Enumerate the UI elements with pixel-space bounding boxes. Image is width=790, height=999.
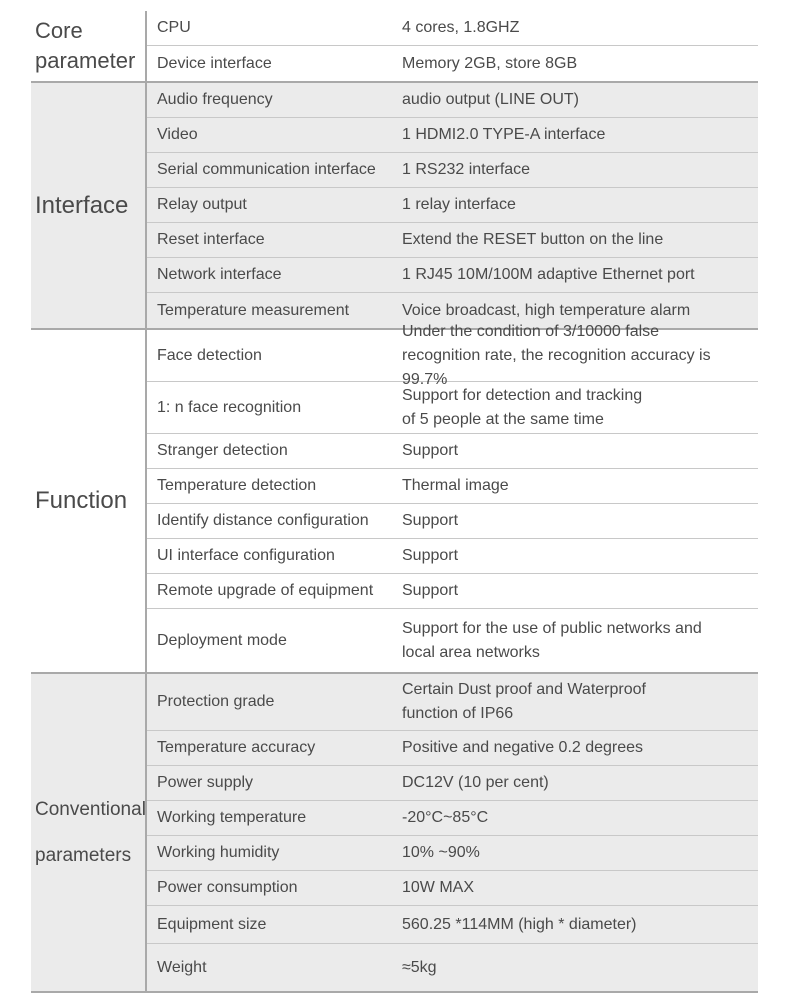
table-row	[147, 46, 758, 81]
row-key: Relay output	[157, 196, 247, 213]
row-value: 1 RJ45 10M/100M adaptive Ethernet port	[402, 266, 695, 283]
row-value: 4 cores, 1.8GHZ	[402, 19, 520, 36]
row-key: Working humidity	[157, 844, 280, 861]
group-core-parameter	[31, 11, 758, 83]
row-value: ≈5kg	[402, 958, 437, 976]
row-key: Identify distance configuration	[157, 512, 369, 529]
row-value: Memory 2GB, store 8GB	[402, 54, 578, 72]
rows	[147, 674, 758, 991]
category-line: parameters	[35, 844, 132, 866]
row-value: Support	[402, 512, 459, 529]
row-key: Video	[157, 126, 198, 143]
row-value: Extend the RESET button on the line	[402, 231, 664, 248]
rows	[147, 83, 758, 328]
row-value: 1 relay interface	[402, 196, 516, 213]
row-key: Power consumption	[157, 879, 298, 896]
row-value: 560.25 *114MM (high * diameter)	[402, 915, 637, 933]
row-key: Temperature accuracy	[157, 739, 316, 756]
category-line: parameter	[35, 48, 136, 73]
table-row	[147, 871, 758, 906]
row-value: 10% ~90%	[402, 844, 480, 861]
row-key: UI interface configuration	[157, 547, 335, 564]
row-key: Serial communication interface	[157, 161, 376, 178]
row-key: Audio frequency	[157, 91, 273, 108]
table-row	[147, 83, 758, 118]
category-line: Interface	[35, 191, 129, 219]
row-value: Thermal image	[402, 477, 509, 494]
table-row	[147, 223, 758, 258]
row-value: 1 RS232 interface	[402, 161, 531, 178]
table-row	[147, 322, 758, 388]
table-row	[147, 574, 758, 609]
category-label	[31, 11, 147, 81]
table-row	[147, 118, 758, 153]
row-value: -20°C~85°C	[402, 809, 489, 826]
row-key: 1: n face recognition	[157, 398, 302, 416]
table-row	[147, 434, 758, 469]
table-row	[147, 906, 758, 944]
category-label	[31, 330, 147, 672]
table-row	[147, 188, 758, 223]
rows	[147, 11, 758, 81]
row-value: Certain Dust proof and Waterproof function of IP66	[402, 681, 646, 722]
row-key: Face detection	[157, 346, 262, 364]
row-key: Temperature measurement	[157, 301, 350, 319]
row-value: Support	[402, 547, 459, 564]
spec-table	[31, 11, 758, 993]
row-value: audio output (LINE OUT)	[402, 91, 579, 108]
table-row	[147, 11, 758, 46]
table-row	[147, 504, 758, 539]
row-value: Under the condition of 3/10000 false recognition rate, the recognition accuracy is 99.7%	[402, 322, 711, 388]
row-value: Support	[402, 442, 459, 459]
row-key: Power supply	[157, 774, 254, 791]
row-key: Working temperature	[157, 809, 307, 826]
category-label	[31, 83, 147, 328]
category-label	[31, 674, 147, 991]
row-value: Support for detection and tracking of 5 people at the same time	[402, 386, 643, 428]
table-row	[147, 153, 758, 188]
row-value: 10W MAX	[402, 879, 475, 896]
row-key: Remote upgrade of equipment	[157, 582, 374, 599]
row-key: Stranger detection	[157, 442, 288, 459]
row-value: Positive and negative 0.2 degrees	[402, 739, 644, 756]
row-value: 1 HDMI2.0 TYPE-A interface	[402, 126, 606, 143]
row-key: Weight	[157, 958, 207, 976]
table-row	[147, 539, 758, 574]
category-line: Conventional	[35, 798, 146, 820]
row-key: Network interface	[157, 266, 282, 283]
row-key: Protection grade	[157, 693, 275, 710]
row-key: Equipment size	[157, 915, 267, 933]
group-conventional-parameters	[31, 674, 758, 993]
table-row	[147, 382, 758, 434]
table-row	[147, 766, 758, 801]
table-row	[147, 944, 758, 991]
table-row	[147, 731, 758, 766]
row-key: Deployment mode	[157, 631, 287, 649]
group-interface	[31, 83, 758, 330]
row-key: CPU	[157, 19, 191, 36]
row-value: Support for the use of public networks and local area networks	[402, 619, 702, 661]
category-line: Core	[35, 18, 83, 43]
table-row	[147, 609, 758, 672]
group-function	[31, 322, 758, 674]
row-value: DC12V (10 per cent)	[402, 774, 549, 791]
table-row	[147, 469, 758, 504]
table-row	[147, 836, 758, 871]
table-row	[147, 258, 758, 293]
row-value: Support	[402, 582, 459, 599]
row-key: Reset interface	[157, 231, 265, 248]
category-line: Function	[35, 487, 128, 514]
row-key: Device interface	[157, 54, 272, 72]
table-row	[147, 801, 758, 836]
table-row	[147, 674, 758, 731]
row-key: Temperature detection	[157, 477, 317, 494]
rows	[147, 322, 758, 672]
row-value: Voice broadcast, high temperature alarm	[402, 301, 691, 319]
